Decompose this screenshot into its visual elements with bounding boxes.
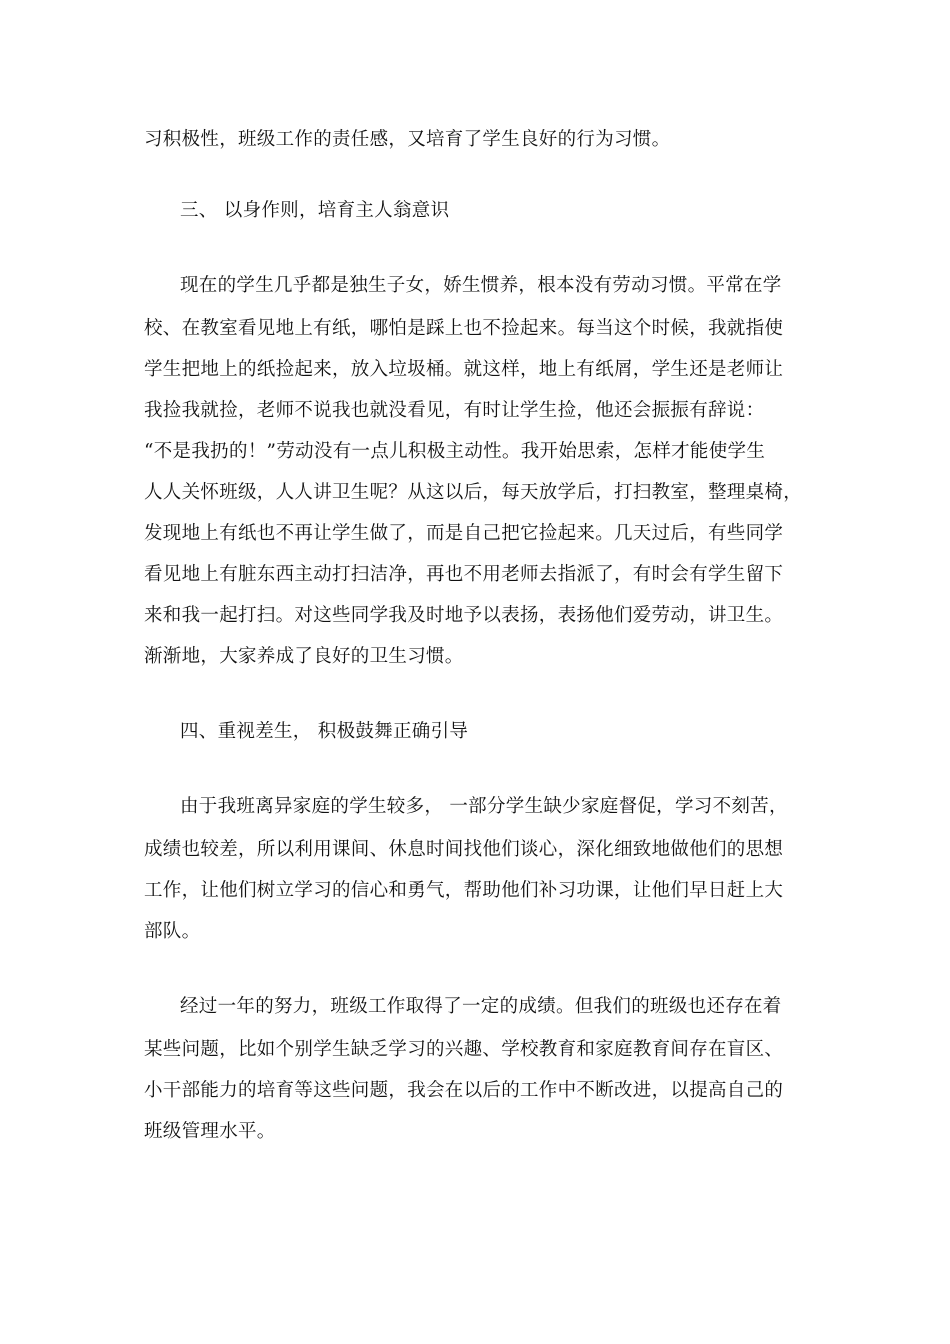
paragraph-line: 校、在教室看见地上有纸，哪怕是踩上也不捡起来。每当这个时候，我就指使 <box>144 318 784 339</box>
paragraph-line: 来和我一起打扫。对这些同学我及时地予以表扬，表扬他们爱劳动，讲卫生。 <box>144 605 784 626</box>
paragraph-line: 现在的学生几乎都是独生子女，娇生惯养，根本没有劳动习惯。平常在学 <box>180 275 782 296</box>
paragraph-line: 看见地上有脏东西主动打扫洁净，再也不用老师去指派了，有时会有学生留下 <box>144 564 784 585</box>
paragraph-line: 班级管理水平。 <box>144 1121 276 1142</box>
paragraph-line: 人人关怀班级，人人讲卫生呢？从这以后，每天放学后，打扫教室，整理桌椅， <box>144 482 803 503</box>
paragraph-line: 某些问题，比如个别学生缺乏学习的兴趣、学校教育和家庭教育间存在盲区、 <box>144 1039 784 1060</box>
paragraph-line: 工作，让他们树立学习的信心和勇气，帮助他们补习功课，让他们早日赶上大 <box>144 880 784 901</box>
paragraph-line: 由于我班离异家庭的学生较多， 一部分学生缺少家庭督促，学习不刻苦， <box>180 796 788 817</box>
paragraph-line: “不是我扔的！”劳动没有一点儿积极主动性。我开始思索，怎样才能使学生 <box>144 441 766 462</box>
paragraph-line: 经过一年的努力，班级工作取得了一定的成绩。但我们的班级也还存在着 <box>180 996 782 1017</box>
paragraph-line: 成绩也较差，所以利用课间、休息时间找他们谈心，深化细致地做他们的思想 <box>144 839 784 860</box>
paragraph-line: 学生把地上的纸捡起来，放入垃圾桶。就这样，地上有纸屑，学生还是老师让 <box>144 359 784 380</box>
paragraph-line: 发现地上有纸也不再让学生做了，而是自己把它捡起来。几天过后，有些同学 <box>144 523 784 544</box>
paragraph-line: 我捡我就捡，老师不说我也就没看见，有时让学生捡，他还会振振有辞说： <box>144 400 765 421</box>
section-heading-3: 三、 以身作则，培育主人翁意识 <box>180 200 450 221</box>
section-heading-4: 四、重视差生， 积极鼓舞正确引导 <box>180 721 469 742</box>
paragraph-line: 渐渐地，大家养成了良好的卫生习惯。 <box>144 646 464 667</box>
paragraph-line: 部队。 <box>144 921 201 942</box>
paragraph-continuation-line: 习积极性，班级工作的责任感，又培育了学生良好的行为习惯。 <box>144 129 671 150</box>
paragraph-line: 小干部能力的培育等这些问题，我会在以后的工作中不断改进，以提高自己的 <box>144 1080 784 1101</box>
